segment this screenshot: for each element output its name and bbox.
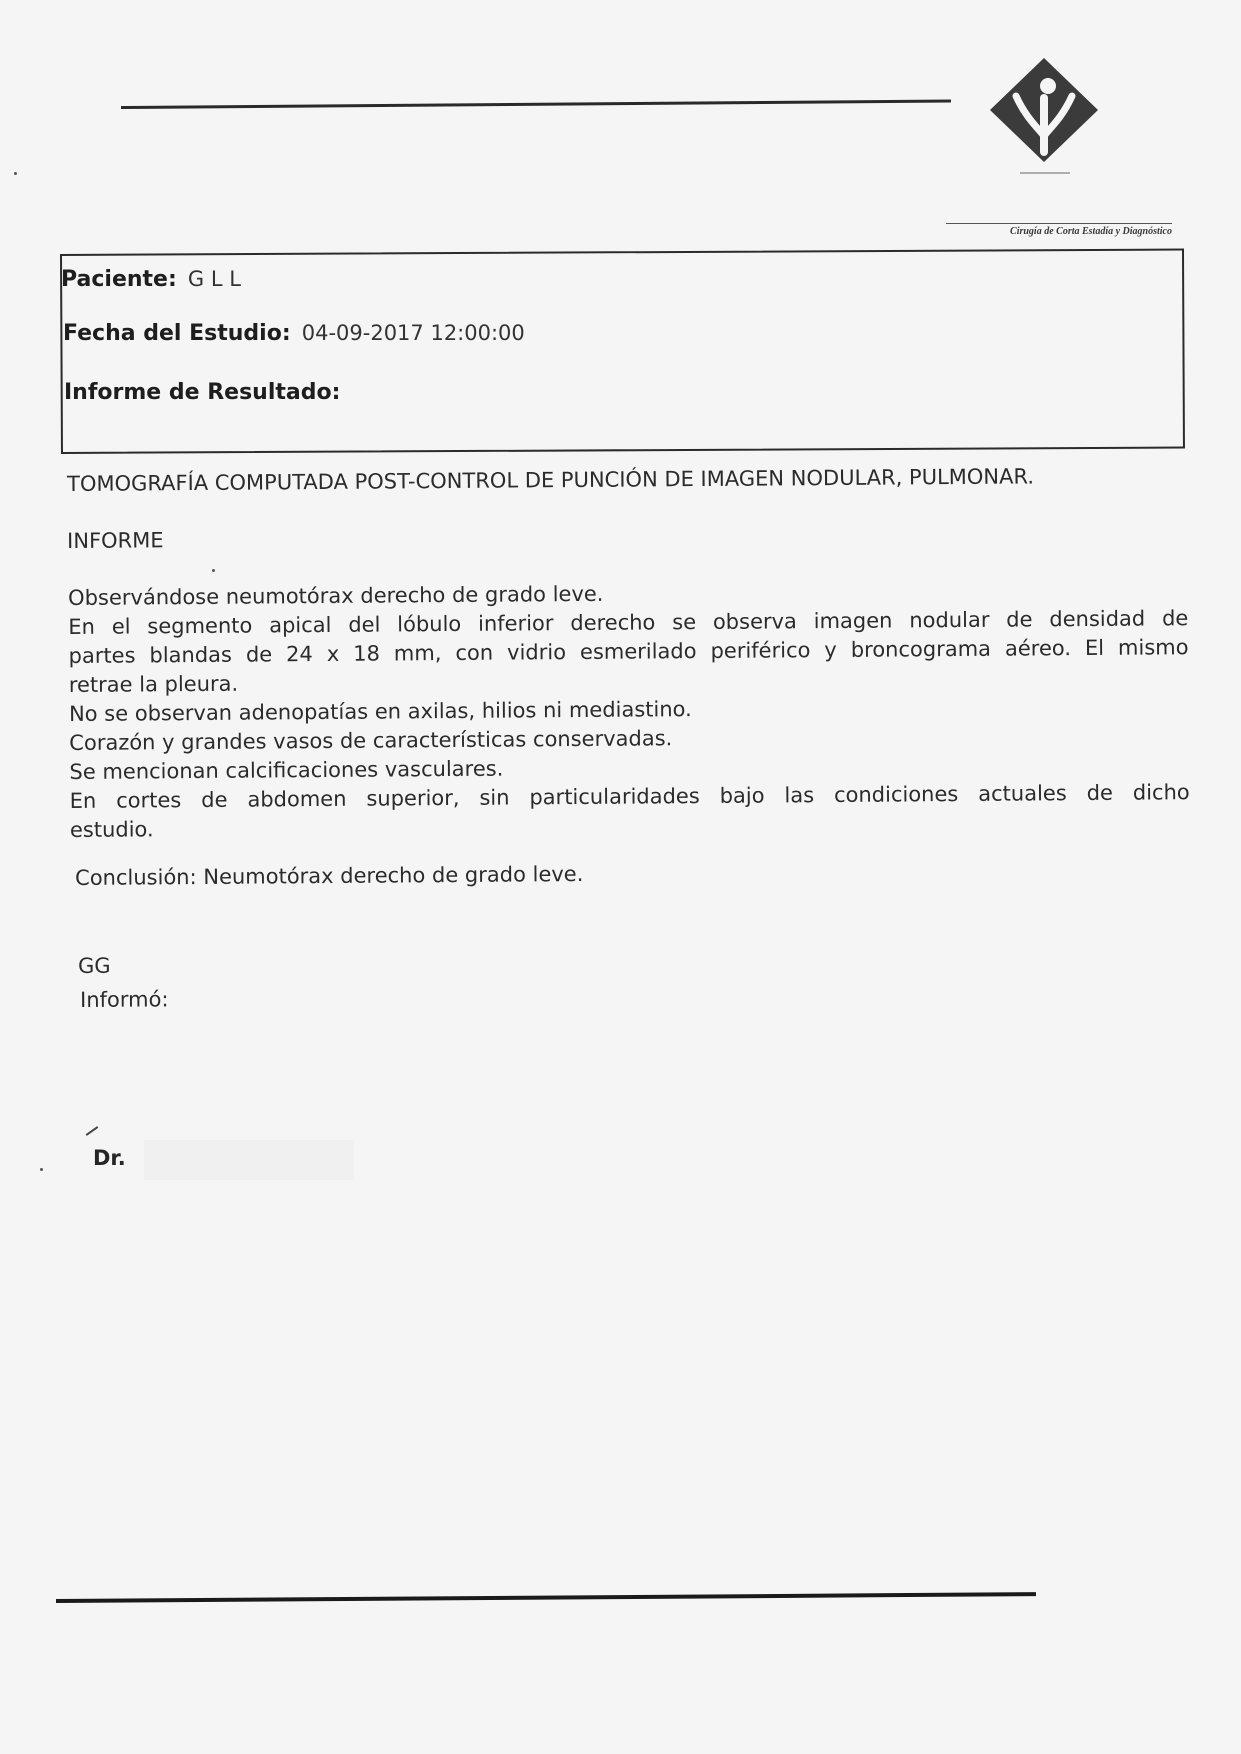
- report-body: [68, 575, 1190, 845]
- report-line: En el segmento apical del lóbulo inferior derecho se observa imagen nodular de densidad de: [68, 606, 1189, 639]
- report-line: partes blandas de 24 x 18 mm, con vidrio esmerilado periférico y broncograma aéreo. El mismo: [68, 635, 1189, 668]
- doctor-prefix: Dr.: [93, 1146, 126, 1170]
- result-report-row: [64, 380, 340, 405]
- top-divider: [121, 99, 951, 109]
- clinic-diamond-logo-icon: [986, 56, 1102, 176]
- study-date-row: [63, 321, 525, 346]
- result-report-label: Informe de Resultado:: [64, 380, 341, 405]
- report-line: Observándose neumotórax derecho de grado leve.: [68, 581, 604, 610]
- reporter-initials: GG: [78, 953, 111, 978]
- report-line: No se observan adenopatías en axilas, hilios ni mediastino.: [68, 697, 692, 726]
- report-line: estudio.: [69, 817, 154, 842]
- scan-speck: [212, 569, 215, 572]
- report-line: En cortes de abdomen superior, sin particularidades bajo las condiciones actuales de dicho: [69, 780, 1190, 813]
- report-line: retrae la pleura.: [68, 671, 239, 697]
- reported-by-label: Informó:: [80, 987, 169, 1012]
- patient-label: Paciente:: [61, 267, 177, 292]
- patient-name: G L L: [187, 267, 241, 291]
- signature-mark: [86, 1126, 99, 1136]
- report-title: TOMOGRAFÍA COMPUTADA POST-CONTROL DE PUNCIÓN DE IMAGEN NODULAR, PULMONAR.: [67, 464, 1035, 496]
- report-conclusion: Conclusión: Neumotórax derecho de grado leve.: [75, 862, 584, 890]
- scan-speck: [40, 1168, 43, 1171]
- bottom-divider: [56, 1592, 1036, 1603]
- patient-row: [61, 267, 241, 292]
- study-date-label: Fecha del Estudio:: [63, 321, 291, 346]
- report-heading: INFORME: [67, 528, 164, 553]
- report-line: Corazón y grandes vasos de características conservadas.: [69, 726, 673, 755]
- scan-speck: [14, 172, 17, 175]
- study-date-value: 04-09-2017 12:00:00: [301, 321, 525, 345]
- logo-caption: Cirugía de Corta Estadía y Diagnóstico: [1010, 226, 1172, 237]
- logo-caption-rule: [946, 223, 1172, 224]
- doctor-name-redacted: [144, 1140, 354, 1180]
- report-line: Se mencionan calcificaciones vasculares.: [69, 756, 504, 784]
